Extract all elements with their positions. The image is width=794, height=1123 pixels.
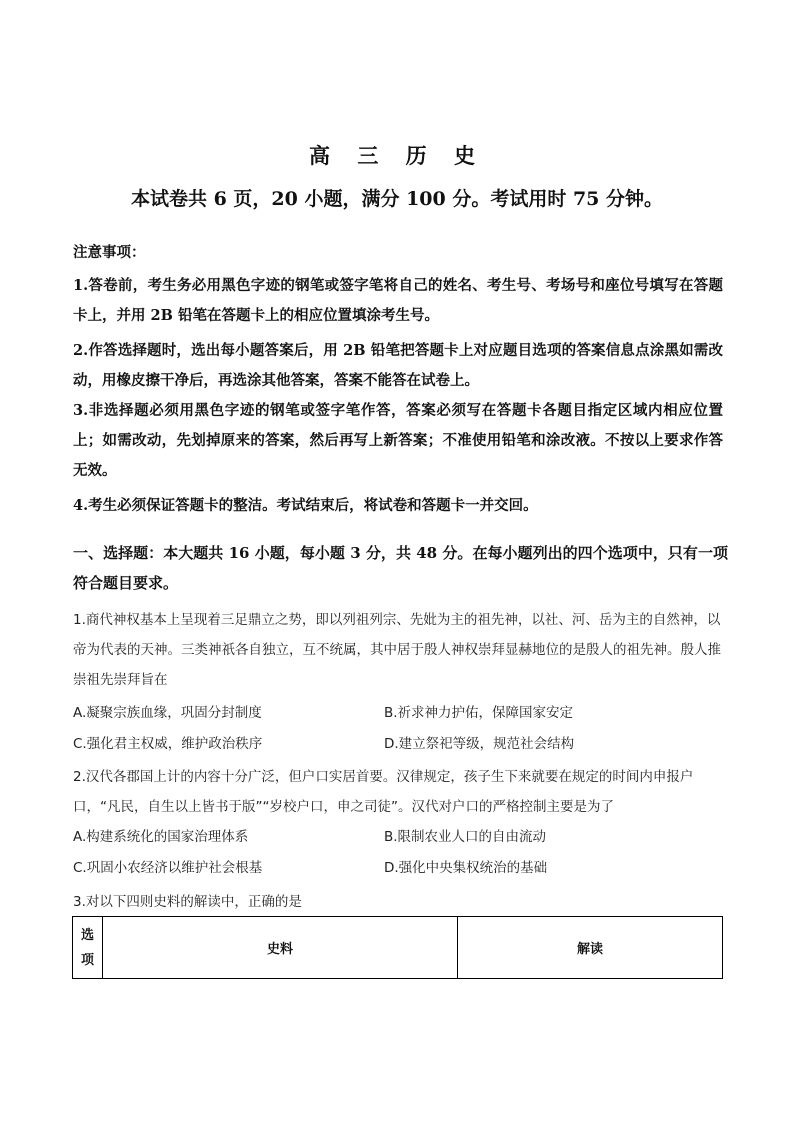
option-b: B.限制农业人口的自由流动 bbox=[384, 829, 547, 845]
table-header-interpretation: 解读 bbox=[576, 942, 603, 957]
option-d: D.建立祭祀等级，规范社会结构 bbox=[384, 736, 575, 752]
question-stem: 3.对以下四则史料的解读中，正确的是 bbox=[73, 894, 302, 910]
source-table bbox=[72, 916, 723, 979]
note-item: 2.作答选择题时，选出每小题答案后，用 2B 铅笔把答题卡上对应题目选项的答案信息点涂黑如需改动，用橡皮擦干净后，再选涂其他答案，答案不能答在试卷上。 bbox=[73, 342, 723, 389]
note-item: 4.考生必须保证答题卡的整洁。考试结束后，将试卷和答题卡一并交回。 bbox=[73, 497, 538, 514]
table-header-text: 选 bbox=[80, 927, 94, 943]
page-title: 高 三 历 史 bbox=[309, 143, 485, 168]
option-c: C.强化君主权威，维护政治秩序 bbox=[73, 736, 263, 752]
option-a: A.构建系统化的国家治理体系 bbox=[73, 829, 249, 845]
question-stem: 1.商代神权基本上呈现着三足鼎立之势，即以列祖列宗、先妣为主的祖先神，以社、河、岳为主的自然神，以帝为代表的天神。三类神祇各自独立，互不统属，其中居于殷人神权崇拜显赫地位的是殷人的祖先神。殷人推崇祖先崇拜旨在 bbox=[73, 612, 721, 688]
exam-info: 本试卷共 6 页，20 小题，满分 100 分。考试用时 75 分钟。 bbox=[130, 188, 664, 210]
table-header-option bbox=[73, 917, 103, 978]
option-d: D.强化中央集权统治的基础 bbox=[384, 860, 548, 876]
table-header-text: 项 bbox=[80, 952, 94, 968]
note-item: 3.非选择题必须用黑色字迹的钢笔或签字笔作答，答案必须写在答题卡各题目指定区域内相应位置上；如需改动，先划掉原来的答案，然后再写上新答案；不准使用铅笔和涂改液。不按以上要求作答无效。 bbox=[73, 402, 723, 479]
question-stem: 2.汉代各郡国上计的内容十分广泛，但户口实居首要。汉律规定，孩子生下来就要在规定的时间内申报户口，“凡民，自生以上皆书于版”“岁校户口，申之司徒”。汉代对户口的严格控制主要是为了 bbox=[73, 769, 694, 815]
note-item: 1.答卷前，考生务必用黑色字迹的钢笔或签字笔将自己的姓名、考生号、考场号和座位号填写在答题卡上，并用 2B 铅笔在答题卡上的相应位置填涂考生号。 bbox=[73, 277, 723, 324]
table-header-source: 史料 bbox=[103, 917, 458, 978]
option-b: B.祈求神力护佑，保障国家安定 bbox=[384, 705, 574, 721]
notes-heading: 注意事项： bbox=[73, 244, 146, 261]
option-c: C.巩固小农经济以维护社会根基 bbox=[73, 860, 263, 876]
option-a: A.凝聚宗族血缘，巩固分封制度 bbox=[73, 705, 262, 721]
section-heading: 一、选择题：本大题共 16 小题，每小题 3 分，共 48 分。在每小题列出的四个选项中，只有一项符合题目要求。 bbox=[73, 544, 728, 592]
